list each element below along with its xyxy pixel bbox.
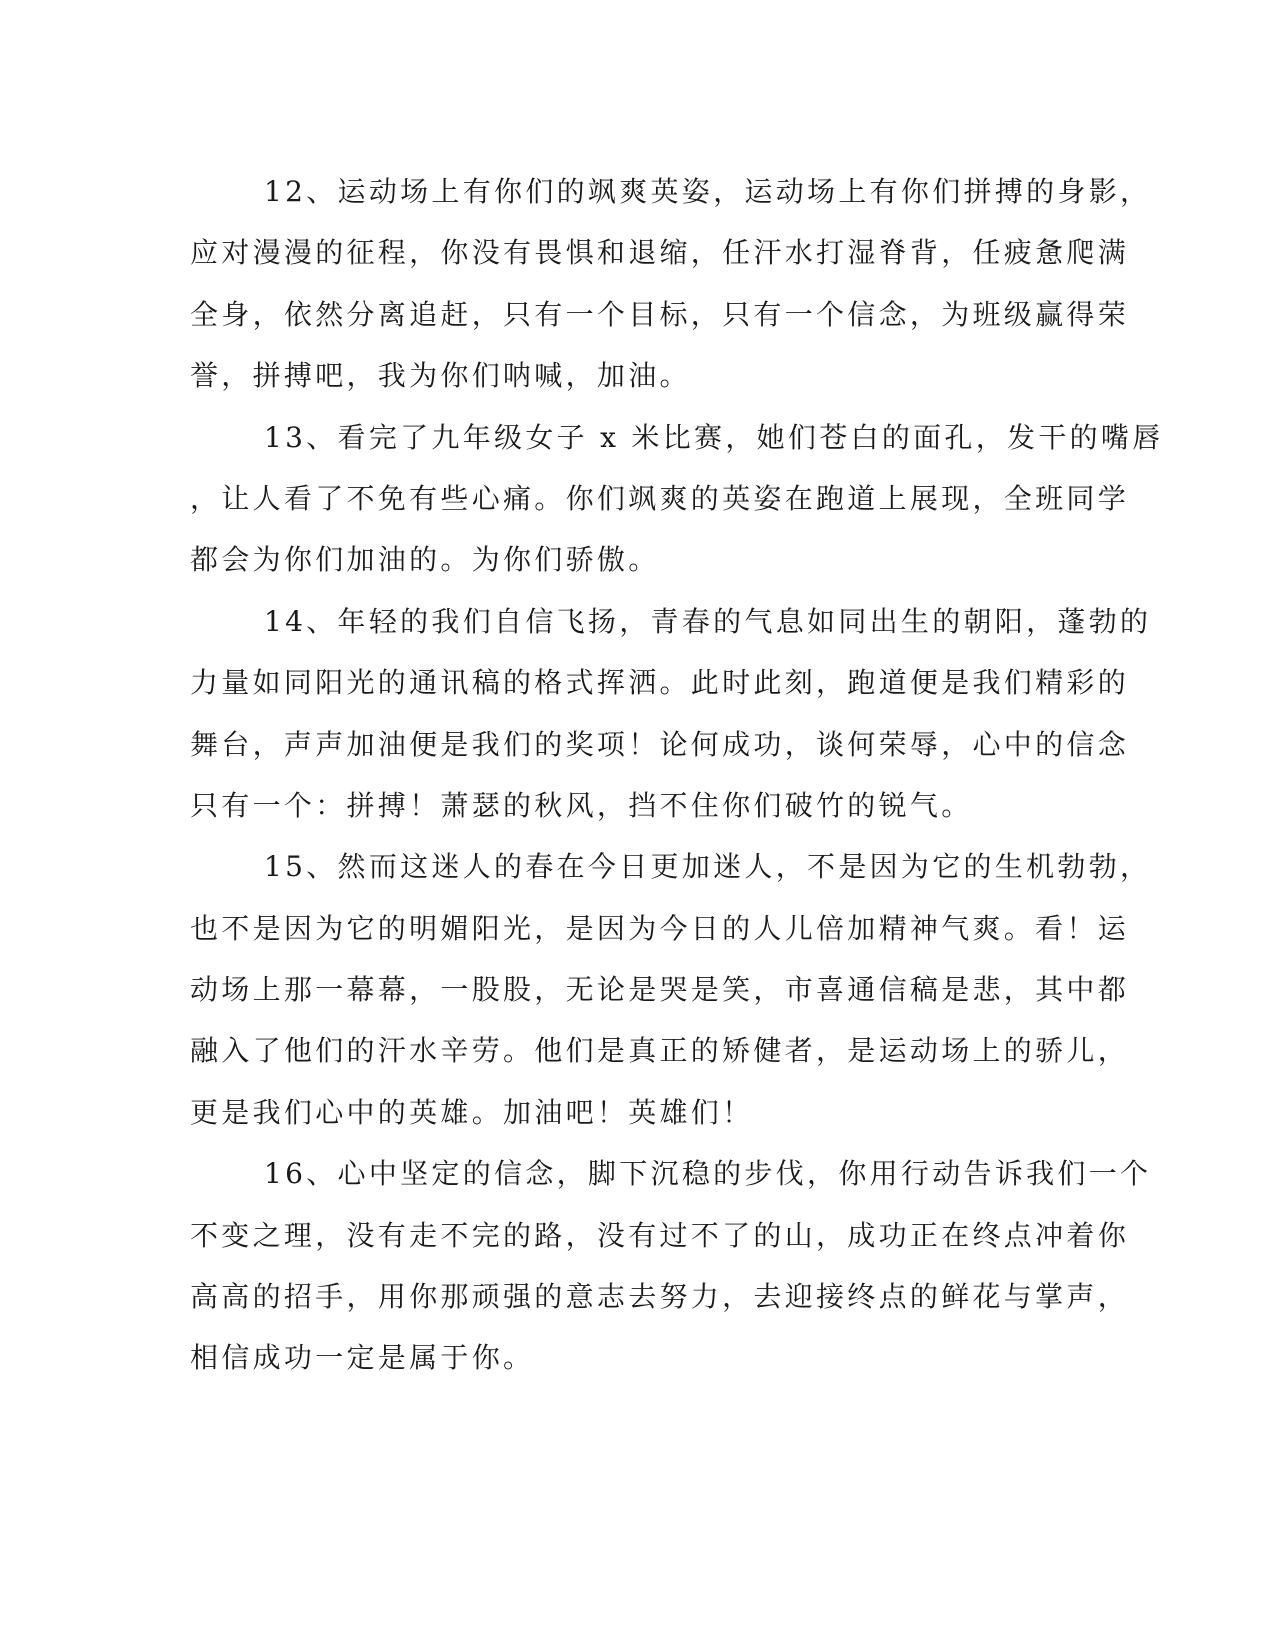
paragraph-line: 融入了他们的汗水辛劳。他们是真正的矫健者，是运动场上的骄儿，	[190, 1034, 1130, 1068]
paragraph-line: 誉，拼搏吧，我为你们呐喊，加油。	[190, 359, 691, 393]
paragraph-line: 也不是因为它的明媚阳光，是因为今日的人儿倍加精神气爽。看！运	[190, 911, 1130, 945]
paragraph-line: 16、心中坚定的信念，脚下沉稳的步伐，你用行动告诉我们一个	[264, 1157, 1152, 1191]
paragraph-line: 更是我们心中的英雄。加油吧！英雄们！	[190, 1095, 754, 1129]
paragraph-line: 14、年轻的我们自信飞扬，青春的气息如同出生的朝阳，蓬勃的	[264, 604, 1152, 638]
paragraph-14	[190, 591, 1152, 837]
paragraph-line: ，让人看了不免有些心痛。你们飒爽的英姿在跑道上展现，全班同学	[190, 481, 1130, 515]
paragraph-15	[190, 836, 1152, 1143]
document-body	[190, 161, 1164, 1389]
paragraph-line: 全身，依然分离追赶，只有一个目标，只有一个信念，为班级赢得荣	[190, 297, 1130, 331]
paragraph-line: 相信成功一定是属于你。	[190, 1341, 535, 1375]
paragraph-line: 高高的招手，用你那顽强的意志去努力，去迎接终点的鲜花与掌声，	[190, 1280, 1130, 1314]
paragraph-13	[190, 407, 1164, 591]
paragraph-line: 13、看完了九年级女子 x 米比赛，她们苍白的面孔，发干的嘴唇	[264, 420, 1164, 454]
paragraph-line: 都会为你们加油的。为你们骄傲。	[190, 543, 660, 577]
paragraph-16	[190, 1143, 1152, 1389]
paragraph-line: 应对漫漫的征程，你没有畏惧和退缩，任汗水打湿脊背，任疲惫爬满	[190, 236, 1130, 270]
paragraph-line: 动场上那一幕幕，一股股，无论是哭是笑，市喜通信稿是悲，其中都	[190, 973, 1130, 1007]
paragraph-line: 15、然而这迷人的春在今日更加迷人，不是因为它的生机勃勃，	[264, 850, 1152, 884]
paragraph-line: 不变之理，没有走不完的路，没有过不了的山，成功正在终点冲着你	[190, 1218, 1130, 1252]
paragraph-12	[190, 161, 1152, 407]
paragraph-line: 舞台，声声加油便是我们的奖项！论何成功，谈何荣辱，心中的信念	[190, 727, 1130, 761]
paragraph-line: 12、运动场上有你们的飒爽英姿，运动场上有你们拼搏的身影，	[264, 175, 1152, 208]
paragraph-line: 力量如同阳光的通讯稿的格式挥洒。此时此刻，跑道便是我们精彩的	[190, 666, 1130, 700]
paragraph-line: 只有一个：拼搏！萧瑟的秋风，挡不住你们破竹的锐气。	[190, 788, 973, 822]
